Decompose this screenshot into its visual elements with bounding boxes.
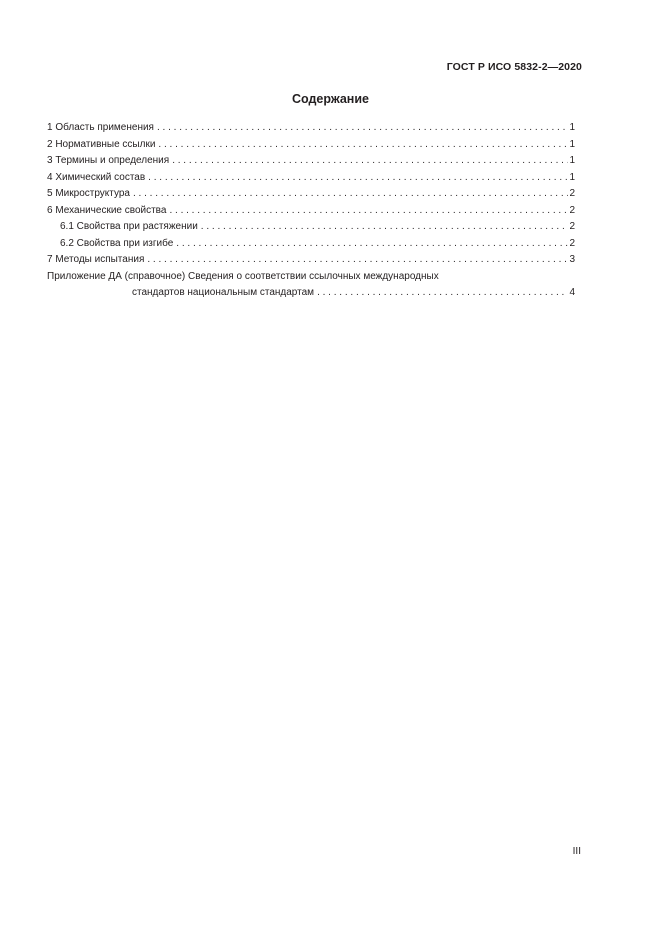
toc-item-label: 6.2 Свойства при изгибе — [60, 237, 174, 249]
toc-item-label: 2 Нормативные ссылки — [47, 138, 156, 150]
toc-item-appendix-line1[interactable]: Приложение ДА (справочное) Сведения о соответствии ссылочных международных — [47, 270, 439, 282]
toc-item-test-methods[interactable] — [47, 252, 575, 269]
toc-leader-dots — [147, 252, 568, 269]
toc-item-page: 2 — [569, 237, 575, 249]
toc-item-page: 1 — [569, 122, 575, 133]
toc-item-page: 1 — [569, 171, 575, 183]
toc-title: Содержание — [291, 92, 369, 106]
toc-item-label: 4 Химический состав — [47, 171, 146, 183]
toc-item-bend-properties[interactable] — [47, 236, 575, 253]
document-header: ГОСТ Р ИСО 5832-2—2020 — [446, 61, 582, 73]
toc-leader-dots — [169, 203, 568, 220]
toc-item-terms[interactable] — [47, 153, 575, 170]
table-of-contents — [47, 120, 575, 301]
toc-item-label: 1 Область применения — [47, 122, 154, 133]
toc-item-label: 6.1 Свойства при растяжении — [60, 221, 198, 232]
toc-item-label: 5 Микроструктура — [47, 188, 130, 199]
toc-item-label: 7 Методы испытания — [47, 254, 145, 265]
toc-item-scope[interactable] — [47, 120, 575, 137]
toc-item-label: 6 Механические свойства — [47, 204, 167, 216]
toc-item-appendix[interactable] — [47, 285, 575, 302]
toc-item-page: 2 — [569, 204, 575, 216]
toc-leader-dots — [317, 285, 568, 302]
toc-leader-dots — [148, 170, 568, 187]
toc-item-page: 3 — [569, 254, 575, 265]
toc-item-page: 2 — [569, 188, 575, 199]
toc-item-page: 1 — [569, 138, 575, 150]
toc-item-page: 2 — [569, 221, 575, 232]
toc-leader-dots — [201, 219, 569, 236]
toc-leader-dots — [133, 186, 568, 203]
toc-leader-dots — [176, 236, 568, 253]
page-number: III — [572, 846, 581, 857]
toc-item-microstructure[interactable] — [47, 186, 575, 203]
toc-leader-dots — [158, 137, 568, 154]
toc-leader-dots — [172, 153, 568, 170]
toc-leader-dots — [157, 120, 568, 137]
toc-item-label: стандартов национальным стандартам — [132, 286, 315, 298]
toc-item-page: 4 — [569, 286, 575, 298]
toc-item-tensile-properties[interactable] — [47, 219, 575, 236]
toc-item-label: 3 Термины и определения — [47, 155, 170, 166]
toc-item-chemical-composition[interactable] — [47, 170, 575, 187]
toc-item-normative-references[interactable] — [47, 137, 575, 154]
toc-item-mechanical-properties[interactable] — [47, 203, 575, 220]
toc-item-page: 1 — [569, 155, 575, 166]
